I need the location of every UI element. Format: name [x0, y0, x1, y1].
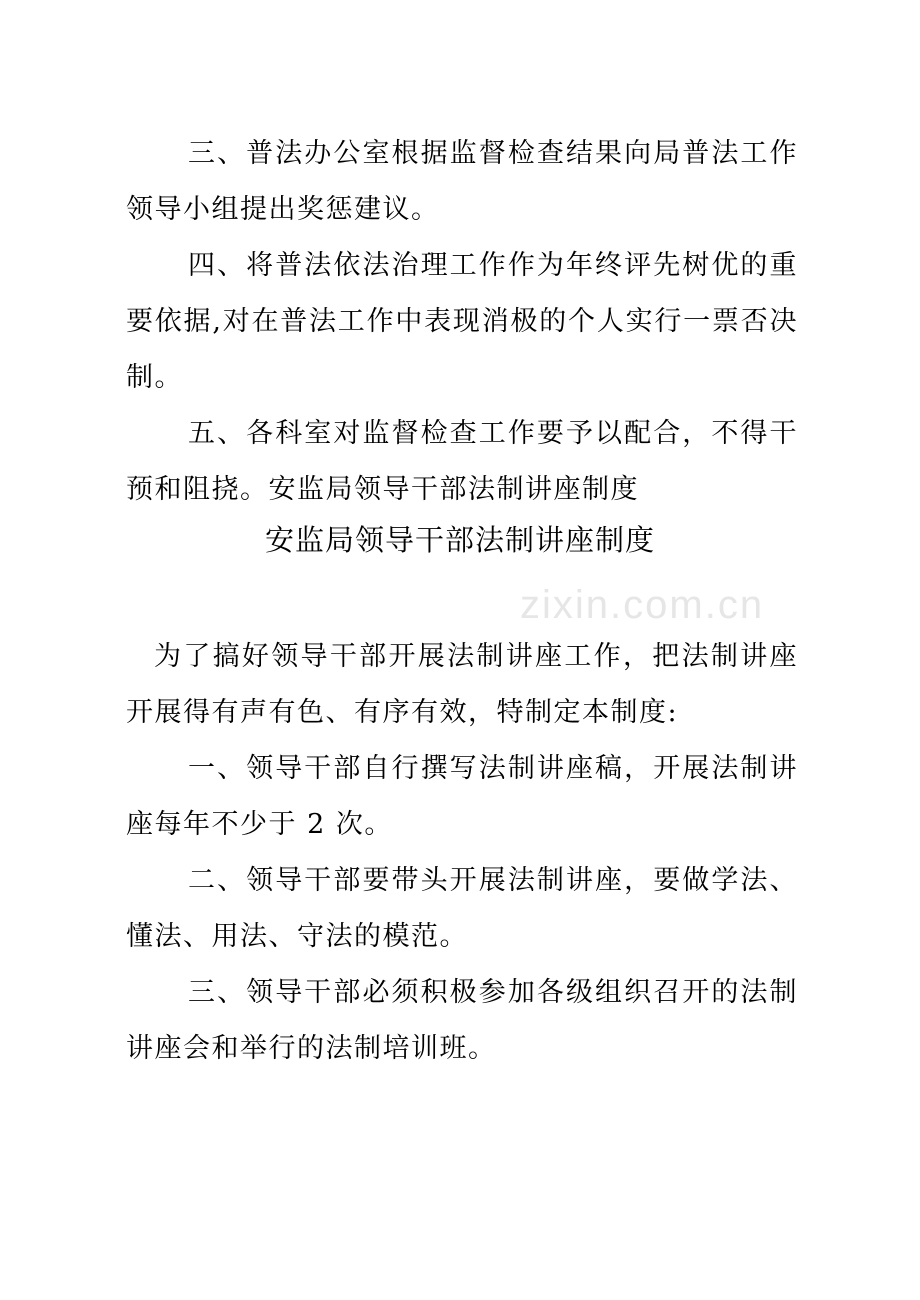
paragraph-item-3: 三、普法办公室根据监督检查结果向局普法工作领导小组提出奖惩建议。 — [126, 138, 798, 225]
watermark: zixin.com.cn — [520, 583, 765, 627]
rule-item-2: 二、领导干部要带头开展法制讲座，要做学法、懂法、用法、守法的模范。 — [126, 865, 798, 952]
main-section — [126, 629, 798, 1077]
intro-paragraph: 为了搞好领导干部开展法制讲座工作，把法制讲座开展得有声有色、有序有效，特制定本制度: — [126, 641, 798, 728]
rule-item-3: 三、领导干部必须积极参加各级组织召开的法制讲座会和举行的法制培训班。 — [126, 977, 798, 1064]
document-title: 安监局领导干部法制讲座制度 — [264, 523, 655, 557]
previous-section — [126, 126, 798, 518]
paragraph-item-4: 四、将普法依法治理工作作为年终评先树优的重要依据,对在普法工作中表现消极的个人实行一票否决制。 — [126, 250, 798, 393]
rule-item-1: 一、领导干部自行撰写法制讲座稿，开展法制讲座每年不少于 2 次。 — [126, 753, 798, 840]
paragraph-item-5: 五、各科室对监督检查工作要予以配合，不得干预和阻挠。安监局领导干部法制讲座制度 — [126, 418, 798, 505]
